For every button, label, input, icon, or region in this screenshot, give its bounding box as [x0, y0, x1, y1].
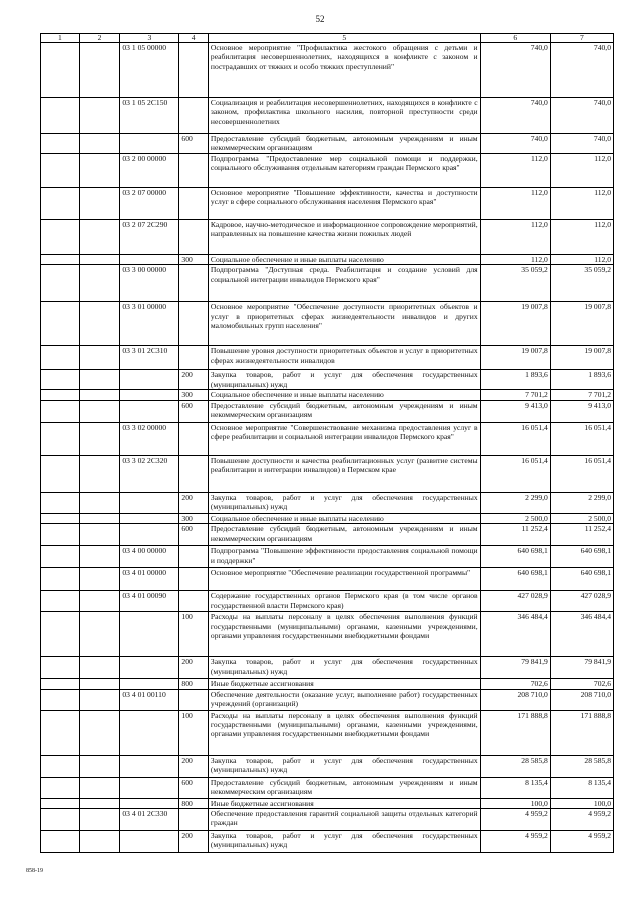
expense-name: Повышение уровня доступности приоритетных объектов и услуг в приоритетных сферах жизнедеятельности инвалидов	[208, 346, 480, 370]
amount-col6: 208 710,0	[480, 689, 550, 710]
cell-col1	[41, 302, 80, 346]
table-row	[41, 831, 614, 853]
cell-col1	[41, 513, 80, 523]
amount-col6: 9 413,0	[480, 400, 550, 422]
target-article-code	[120, 612, 179, 657]
cell-col1	[41, 679, 80, 689]
target-article-code: 03 2 00 00000	[120, 154, 179, 188]
target-article-code	[120, 134, 179, 154]
table-row	[41, 755, 614, 777]
table-row	[41, 98, 614, 134]
expense-name: Закупка товаров, работ и услуг для обеспечения государственных (муниципальных) нужд	[208, 831, 480, 853]
cell-col2	[79, 568, 120, 591]
amount-col7: 16 051,4	[550, 422, 613, 455]
table-row	[41, 422, 614, 455]
amount-col6: 740,0	[480, 43, 550, 98]
expense-type-code	[179, 154, 209, 188]
amount-col7: 702,6	[550, 679, 613, 689]
expense-name: Иные бюджетные ассигнования	[208, 679, 480, 689]
amount-col7: 79 841,9	[550, 657, 613, 679]
amount-col6: 171 888,8	[480, 710, 550, 755]
amount-col6: 19 007,8	[480, 346, 550, 370]
expense-type-code: 200	[179, 657, 209, 679]
table-row	[41, 777, 614, 798]
budget-table	[40, 33, 614, 853]
cell-col1	[41, 755, 80, 777]
expense-name: Повышение доступности и качества реабилитационных услуг (развитие системы реабилитации и интеграции инвалидов) в Пермском крае	[208, 455, 480, 492]
target-article-code	[120, 492, 179, 513]
cell-col2	[79, 346, 120, 370]
table-row	[41, 657, 614, 679]
table-row	[41, 798, 614, 808]
expense-name: Подпрограмма "Доступная среда. Реабилитация и создание условий для социальной интеграции инвалидов Пермского края"	[208, 265, 480, 302]
expense-type-code: 300	[179, 255, 209, 265]
amount-col7: 2 299,0	[550, 492, 613, 513]
table-body	[41, 43, 614, 853]
cell-col2	[79, 422, 120, 455]
cell-col2	[79, 710, 120, 755]
table-row	[41, 370, 614, 390]
expense-type-code	[179, 188, 209, 220]
target-article-code: 03 1 05 00000	[120, 43, 179, 98]
expense-type-code: 300	[179, 390, 209, 400]
expense-type-code	[179, 346, 209, 370]
cell-col1	[41, 689, 80, 710]
target-article-code: 03 4 01 00110	[120, 689, 179, 710]
cell-col1	[41, 657, 80, 679]
expense-type-code: 600	[179, 777, 209, 798]
table-row	[41, 43, 614, 98]
amount-col7: 7 701,2	[550, 390, 613, 400]
amount-col7: 4 959,2	[550, 831, 613, 853]
target-article-code: 03 4 01 2С330	[120, 809, 179, 831]
expense-type-code: 100	[179, 710, 209, 755]
expense-name: Закупка товаров, работ и услуг для обеспечения государственных (муниципальных) нужд	[208, 492, 480, 513]
expense-name: Обеспечение предоставления гарантий социальной защиты отдельных категорий граждан	[208, 809, 480, 831]
amount-col6: 4 959,2	[480, 809, 550, 831]
cell-col2	[79, 831, 120, 853]
target-article-code	[120, 831, 179, 853]
column-header: 5	[208, 34, 480, 43]
table-row	[41, 513, 614, 523]
expense-name: Социализация и реабилитация несовершеннолетних, находящихся в конфликте с законом, профилактика школьного насилия, повторной преступности среди несовершеннолетних	[208, 98, 480, 134]
column-header: 2	[79, 34, 120, 43]
amount-col6: 7 701,2	[480, 390, 550, 400]
target-article-code: 03 3 02 00000	[120, 422, 179, 455]
expense-name: Основное мероприятие "Обеспечение доступности приоритетных объектов и услуг в приоритетных сферах жизнедеятельности инвалидов и других маломобильных групп населения"	[208, 302, 480, 346]
expense-type-code	[179, 689, 209, 710]
expense-type-code	[179, 220, 209, 255]
table-row	[41, 710, 614, 755]
amount-col7: 11 252,4	[550, 524, 613, 546]
amount-col6: 79 841,9	[480, 657, 550, 679]
amount-col7: 740,0	[550, 43, 613, 98]
cell-col1	[41, 400, 80, 422]
expense-type-code: 600	[179, 524, 209, 546]
expense-type-code: 300	[179, 513, 209, 523]
target-article-code: 03 3 02 2С320	[120, 455, 179, 492]
expense-name: Социальное обеспечение и иные выплаты населению	[208, 513, 480, 523]
amount-col6: 740,0	[480, 134, 550, 154]
cell-col1	[41, 568, 80, 591]
expense-type-code	[179, 265, 209, 302]
amount-col6: 346 484,4	[480, 612, 550, 657]
cell-col2	[79, 400, 120, 422]
amount-col7: 112,0	[550, 154, 613, 188]
table-row	[41, 220, 614, 255]
cell-col2	[79, 188, 120, 220]
expense-type-code	[179, 591, 209, 612]
expense-type-code	[179, 568, 209, 591]
amount-col7: 9 413,0	[550, 400, 613, 422]
amount-col6: 100,0	[480, 798, 550, 808]
cell-col2	[79, 492, 120, 513]
expense-name: Социальное обеспечение и иные выплаты населению	[208, 390, 480, 400]
cell-col1	[41, 492, 80, 513]
target-article-code: 03 4 01 00090	[120, 591, 179, 612]
amount-col7: 28 585,8	[550, 755, 613, 777]
amount-col7: 8 135,4	[550, 777, 613, 798]
expense-name: Основное мероприятие "Повышение эффективности, качества и доступности услуг в сфере социального обслуживания населения Пермского края"	[208, 188, 480, 220]
page-number: 52	[315, 14, 325, 24]
target-article-code: 03 3 01 2С310	[120, 346, 179, 370]
expense-type-code	[179, 43, 209, 98]
cell-col2	[79, 524, 120, 546]
cell-col1	[41, 809, 80, 831]
table-row	[41, 302, 614, 346]
target-article-code: 03 3 01 00000	[120, 302, 179, 346]
cell-col2	[79, 546, 120, 568]
expense-name: Основное мероприятие "Профилактика жестокого обращения с детьми и реабилитация несовершеннолетних, находящихся в конфликте с законом и пострадавших от тяжких и особо тяжких преступлений"	[208, 43, 480, 98]
target-article-code: 03 1 05 2С150	[120, 98, 179, 134]
expense-type-code: 600	[179, 400, 209, 422]
target-article-code	[120, 400, 179, 422]
target-article-code	[120, 513, 179, 523]
expense-name: Предоставление субсидий бюджетным, автономным учреждениям и иным некоммерческим организациям	[208, 777, 480, 798]
amount-col6: 35 059,2	[480, 265, 550, 302]
cell-col1	[41, 798, 80, 808]
expense-type-code	[179, 422, 209, 455]
expense-type-code: 200	[179, 492, 209, 513]
amount-col7: 112,0	[550, 255, 613, 265]
expense-name: Закупка товаров, работ и услуг для обеспечения государственных (муниципальных) нужд	[208, 370, 480, 390]
cell-col2	[79, 255, 120, 265]
amount-col6: 16 051,4	[480, 422, 550, 455]
amount-col6: 740,0	[480, 98, 550, 134]
amount-col7: 19 007,8	[550, 346, 613, 370]
amount-col6: 112,0	[480, 255, 550, 265]
cell-col1	[41, 265, 80, 302]
amount-col7: 740,0	[550, 134, 613, 154]
table-row	[41, 134, 614, 154]
expense-name: Закупка товаров, работ и услуг для обеспечения государственных (муниципальных) нужд	[208, 657, 480, 679]
target-article-code: 03 2 07 00000	[120, 188, 179, 220]
amount-col7: 35 059,2	[550, 265, 613, 302]
amount-col7: 427 028,9	[550, 591, 613, 612]
table-row	[41, 591, 614, 612]
cell-col2	[79, 798, 120, 808]
cell-col1	[41, 591, 80, 612]
amount-col7: 346 484,4	[550, 612, 613, 657]
amount-col6: 2 299,0	[480, 492, 550, 513]
cell-col2	[79, 220, 120, 255]
target-article-code	[120, 370, 179, 390]
table-row	[41, 809, 614, 831]
cell-col2	[79, 455, 120, 492]
amount-col7: 112,0	[550, 188, 613, 220]
target-article-code	[120, 524, 179, 546]
amount-col7: 1 893,6	[550, 370, 613, 390]
amount-col6: 28 585,8	[480, 755, 550, 777]
column-header: 4	[179, 34, 209, 43]
amount-col6: 702,6	[480, 679, 550, 689]
document-code: 858-19	[26, 868, 43, 874]
expense-type-code	[179, 302, 209, 346]
expense-name: Предоставление субсидий бюджетным, автономным учреждениям и иным некоммерческим организациям	[208, 524, 480, 546]
expense-name: Предоставление субсидий бюджетным, автономным учреждениям и иным некоммерческим организациям	[208, 134, 480, 154]
cell-col1	[41, 346, 80, 370]
expense-type-code: 100	[179, 612, 209, 657]
amount-col6: 11 252,4	[480, 524, 550, 546]
expense-name: Предоставление субсидий бюджетным, автономным учреждениям и иным некоммерческим организациям	[208, 400, 480, 422]
expense-name: Подпрограмма "Предоставление мер социальной помощи и поддержки, социального обслуживания отдельным категориям граждан Пермского края"	[208, 154, 480, 188]
expense-name: Закупка товаров, работ и услуг для обеспечения государственных (муниципальных) нужд	[208, 755, 480, 777]
amount-col7: 640 698,1	[550, 546, 613, 568]
expense-type-code: 600	[179, 134, 209, 154]
cell-col2	[79, 302, 120, 346]
column-number-row	[41, 34, 614, 43]
amount-col7: 112,0	[550, 220, 613, 255]
table-row	[41, 255, 614, 265]
amount-col6: 16 051,4	[480, 455, 550, 492]
cell-col1	[41, 612, 80, 657]
table-row	[41, 265, 614, 302]
expense-type-code	[179, 455, 209, 492]
amount-col7: 740,0	[550, 98, 613, 134]
column-header: 3	[120, 34, 179, 43]
cell-col2	[79, 657, 120, 679]
cell-col2	[79, 513, 120, 523]
cell-col1	[41, 524, 80, 546]
amount-col6: 427 028,9	[480, 591, 550, 612]
cell-col2	[79, 777, 120, 798]
cell-col2	[79, 809, 120, 831]
amount-col6: 112,0	[480, 220, 550, 255]
expense-type-code	[179, 546, 209, 568]
amount-col7: 208 710,0	[550, 689, 613, 710]
cell-col1	[41, 422, 80, 455]
target-article-code	[120, 657, 179, 679]
table-row	[41, 154, 614, 188]
cell-col2	[79, 134, 120, 154]
table-row	[41, 679, 614, 689]
cell-col2	[79, 612, 120, 657]
expense-type-code	[179, 98, 209, 134]
expense-type-code: 200	[179, 370, 209, 390]
amount-col7: 2 500,0	[550, 513, 613, 523]
expense-name: Подпрограмма "Повышение эффективности предоставления социальной помощи и поддержки"	[208, 546, 480, 568]
expense-name: Расходы на выплаты персоналу в целях обеспечения выполнения функций государственными (муниципальными) органами, казенными учреждениями, органами управления государственными внебюджетными фондами	[208, 612, 480, 657]
amount-col7: 16 051,4	[550, 455, 613, 492]
expense-type-code	[179, 809, 209, 831]
cell-col2	[79, 265, 120, 302]
cell-col2	[79, 98, 120, 134]
target-article-code	[120, 777, 179, 798]
table-row	[41, 390, 614, 400]
target-article-code	[120, 798, 179, 808]
table-row	[41, 346, 614, 370]
cell-col2	[79, 43, 120, 98]
expense-name: Обеспечение деятельности (оказание услуг, выполнение работ) государственных учреждений (организаций)	[208, 689, 480, 710]
column-header: 6	[480, 34, 550, 43]
table-row	[41, 400, 614, 422]
table-row	[41, 546, 614, 568]
target-article-code: 03 2 07 2С290	[120, 220, 179, 255]
amount-col7: 19 007,8	[550, 302, 613, 346]
cell-col1	[41, 370, 80, 390]
amount-col6: 640 698,1	[480, 546, 550, 568]
cell-col2	[79, 591, 120, 612]
cell-col1	[41, 777, 80, 798]
cell-col1	[41, 831, 80, 853]
expense-name: Основное мероприятие "Обеспечение реализации государственной программы"	[208, 568, 480, 591]
amount-col7: 100,0	[550, 798, 613, 808]
expense-type-code: 200	[179, 755, 209, 777]
cell-col2	[79, 679, 120, 689]
column-header: 1	[41, 34, 80, 43]
expense-type-code: 800	[179, 798, 209, 808]
amount-col7: 640 698,1	[550, 568, 613, 591]
cell-col2	[79, 390, 120, 400]
cell-col1	[41, 134, 80, 154]
cell-col1	[41, 220, 80, 255]
target-article-code	[120, 255, 179, 265]
table-row	[41, 612, 614, 657]
table-row	[41, 524, 614, 546]
target-article-code: 03 4 01 00000	[120, 568, 179, 591]
expense-name: Кадровое, научно-методическое и информационное сопровождение мероприятий, направленных на повышение качества жизни пожилых людей	[208, 220, 480, 255]
table-row	[41, 689, 614, 710]
column-header: 7	[550, 34, 613, 43]
target-article-code	[120, 710, 179, 755]
cell-col1	[41, 188, 80, 220]
expense-name: Основное мероприятие "Совершенствование механизма предоставления услуг в сфере реабилитации и социальной интеграции инвалидов Пермского края"	[208, 422, 480, 455]
amount-col7: 171 888,8	[550, 710, 613, 755]
amount-col6: 112,0	[480, 154, 550, 188]
amount-col6: 640 698,1	[480, 568, 550, 591]
cell-col1	[41, 98, 80, 134]
target-article-code	[120, 755, 179, 777]
cell-col2	[79, 755, 120, 777]
expense-type-code: 200	[179, 831, 209, 853]
cell-col2	[79, 154, 120, 188]
expense-name: Содержание государственных органов Пермского края (в том числе органов государственной власти Пермского края)	[208, 591, 480, 612]
cell-col1	[41, 154, 80, 188]
target-article-code	[120, 390, 179, 400]
amount-col6: 19 007,8	[480, 302, 550, 346]
table-row	[41, 188, 614, 220]
cell-col1	[41, 710, 80, 755]
expense-name: Расходы на выплаты персоналу в целях обеспечения выполнения функций государственными (муниципальными) органами, казенными учреждениями, органами управления государственными внебюджетными фондами	[208, 710, 480, 755]
target-article-code: 03 3 00 00000	[120, 265, 179, 302]
target-article-code: 03 4 00 00000	[120, 546, 179, 568]
amount-col7: 4 959,2	[550, 809, 613, 831]
cell-col1	[41, 390, 80, 400]
amount-col6: 112,0	[480, 188, 550, 220]
amount-col6: 8 135,4	[480, 777, 550, 798]
table-row	[41, 492, 614, 513]
expense-name: Иные бюджетные ассигнования	[208, 798, 480, 808]
amount-col6: 4 959,2	[480, 831, 550, 853]
amount-col6: 1 893,6	[480, 370, 550, 390]
expense-type-code: 800	[179, 679, 209, 689]
target-article-code	[120, 679, 179, 689]
cell-col1	[41, 43, 80, 98]
cell-col1	[41, 546, 80, 568]
expense-name: Социальное обеспечение и иные выплаты населению	[208, 255, 480, 265]
amount-col6: 2 500,0	[480, 513, 550, 523]
cell-col1	[41, 255, 80, 265]
cell-col2	[79, 370, 120, 390]
table-row	[41, 568, 614, 591]
cell-col1	[41, 455, 80, 492]
cell-col2	[79, 689, 120, 710]
table-row	[41, 455, 614, 492]
